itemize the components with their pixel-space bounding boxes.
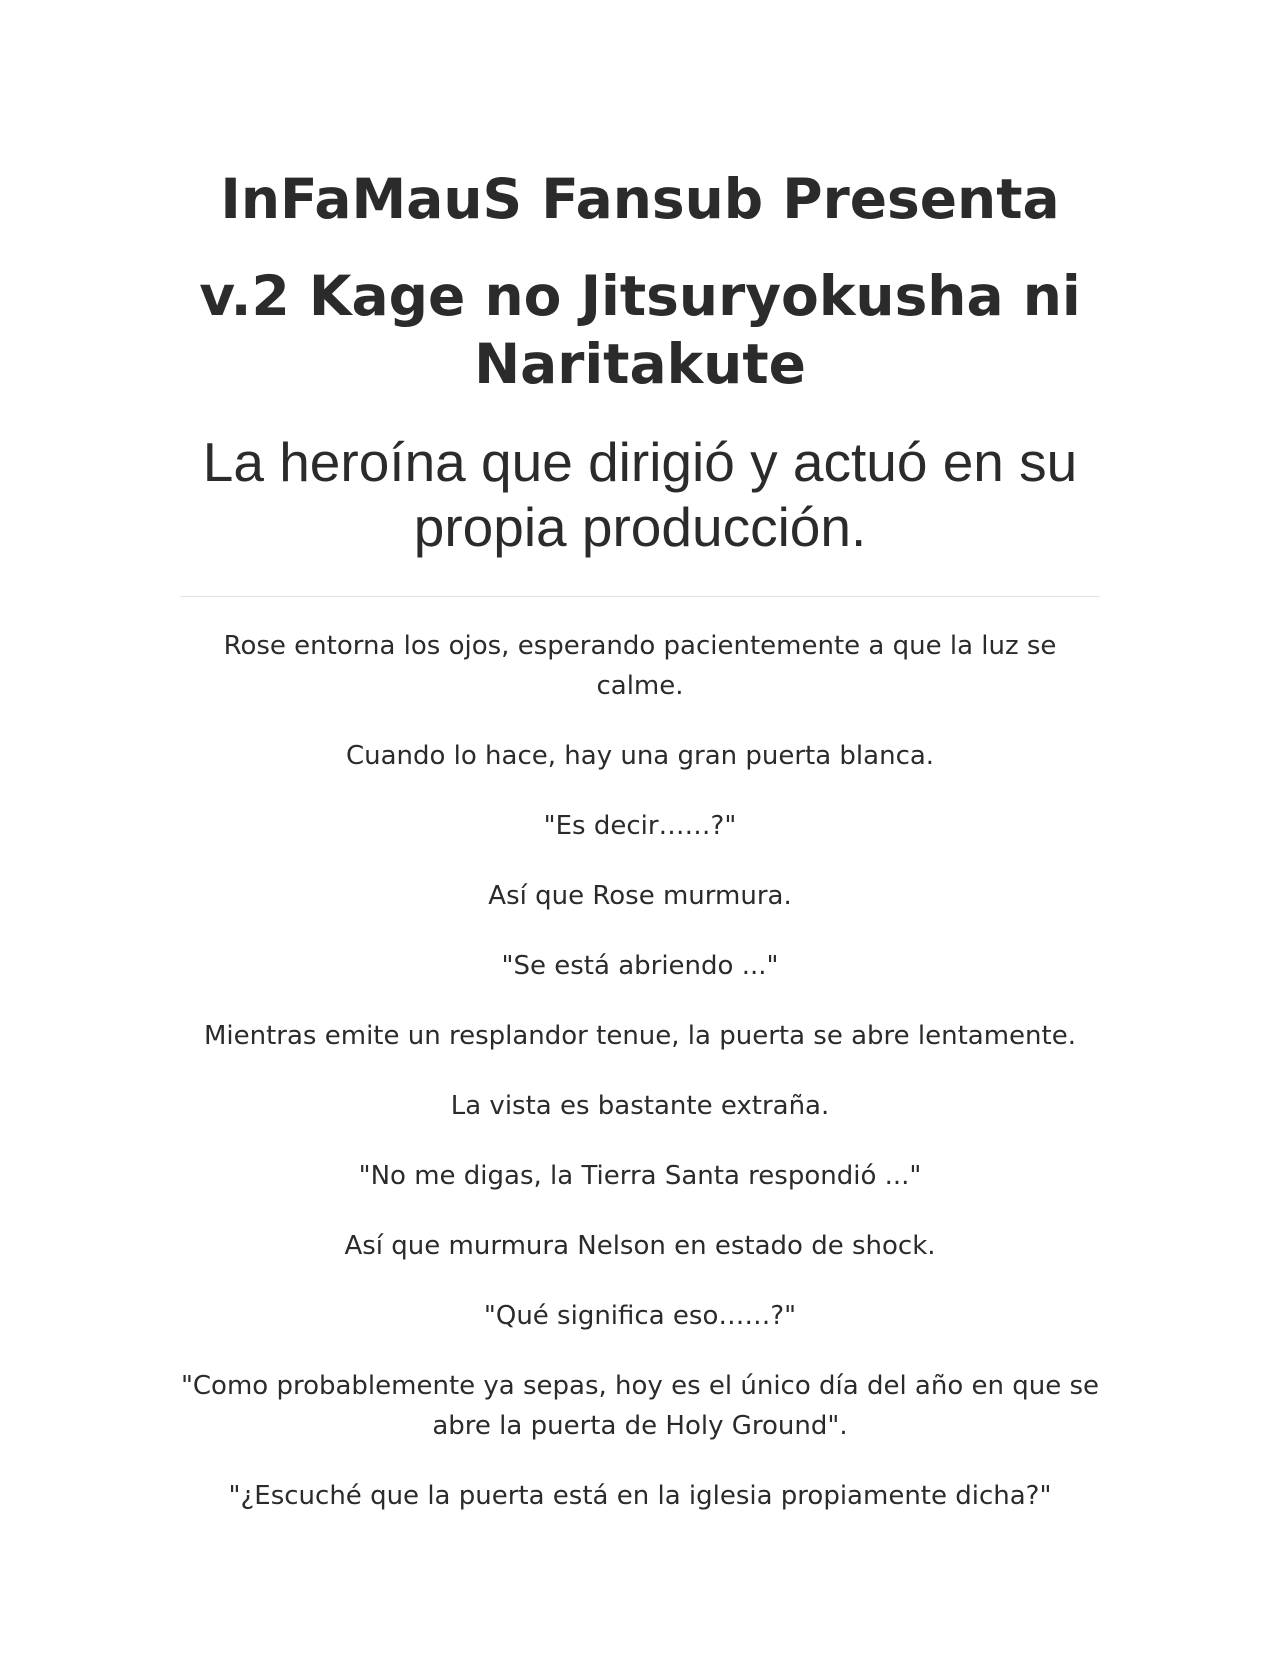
paragraph: "Como probablemente ya sepas, hoy es el único día del año en que se abre la puerta de Holy Ground". (180, 1371, 1100, 1441)
paragraph: Mientras emite un resplandor tenue, la puerta se abre lentamente. (203, 1021, 1076, 1051)
paragraph: Cuando lo hace, hay una gran puerta blanca. (345, 741, 935, 771)
story-text (180, 626, 1100, 1546)
presenter-title: InFaMauS Fansub Presenta (220, 167, 1060, 231)
paragraph: "No me digas, la Tierra Santa respondió ..." (358, 1161, 922, 1191)
paragraph: "Qué significa eso……?" (483, 1301, 797, 1331)
paragraph: Así que murmura Nelson en estado de shock. (344, 1231, 936, 1261)
chapter-subtitle: La heroína que dirigió y actuó en su propia producción. (202, 431, 1078, 558)
paragraph: Rose entorna los ojos, esperando pacientemente a que la luz se calme. (223, 631, 1057, 701)
paragraph: Así que Rose murmura. (488, 881, 792, 911)
work-title: v.2 Kage no Jitsuryokusha ni Naritakute (199, 264, 1081, 396)
paragraph: La vista es bastante extraña. (450, 1091, 830, 1121)
paragraph: "Se está abriendo ..." (501, 951, 779, 981)
section-divider (180, 596, 1100, 597)
paragraph: "¿Escuché que la puerta está en la iglesia propiamente dicha?" (228, 1481, 1052, 1511)
paragraph: "Es decir……?" (543, 811, 737, 841)
